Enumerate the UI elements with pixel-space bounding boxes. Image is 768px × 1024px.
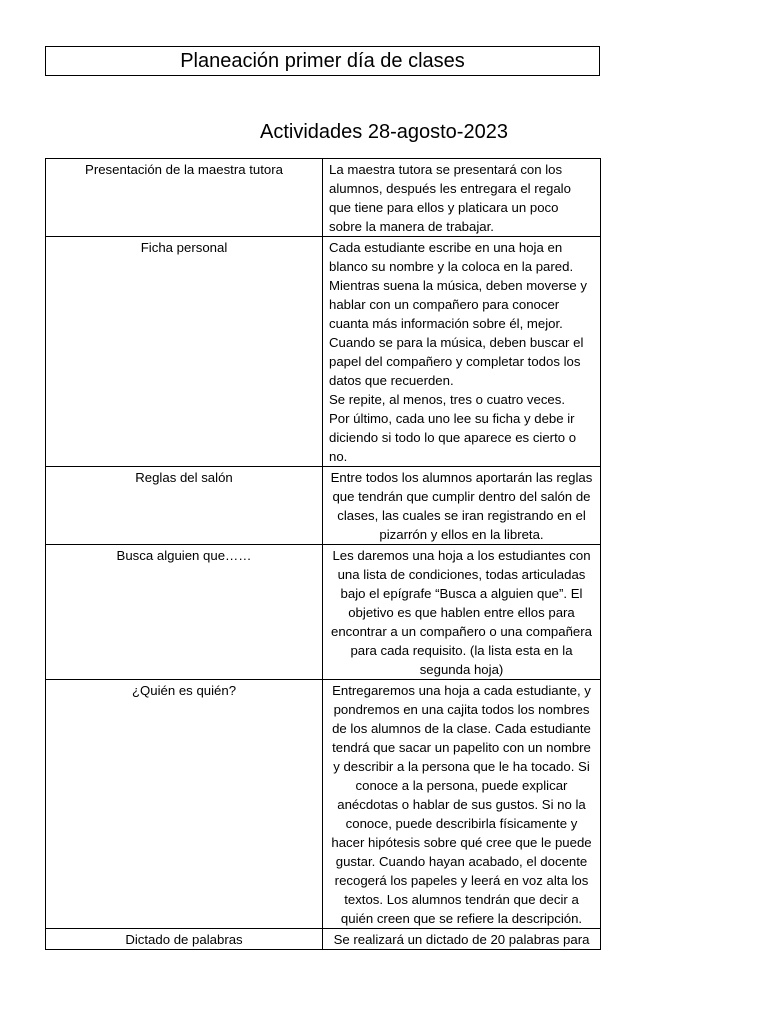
table-row (46, 929, 601, 950)
description-paragraph: Se realizará un dictado de 20 palabras para (333, 932, 590, 947)
activity-name: ¿Quién es quién? (46, 680, 323, 929)
activity-name: Ficha personal (46, 237, 323, 467)
activity-description (323, 237, 601, 467)
description-paragraph: Les daremos una hoja a los estudiantes con una lista de condiciones, todas articuladas bajo el epígrafe “Busca a alguien que”. El objetivo es que hablen entre ellos para encontrar a un compañero o una compañera para cada requisito. (la lista esta en la segunda hoja) (331, 548, 592, 677)
table-row (46, 467, 601, 545)
description-paragraph: Entre todos los alumnos aportarán las reglas que tendrán que cumplir dentro del salón de clases, las cuales se iran registrando en el pizarrón y ellos en la libreta. (330, 470, 593, 542)
table-row (46, 159, 601, 237)
activities-date-heading: Actividades 28-agosto-2023 (260, 121, 508, 143)
description-paragraph: Entregaremos una hoja a cada estudiante, y pondremos en una cajita todos los nombres de los alumnos de la clase. Cada estudiante tendrá que sacar un papelito con un nombre y describir a la persona que le ha tocado. Si conoce a la persona, puede explicar anécdotas o hablar de sus gustos. Si no la conoce, puede describirla físicamente y hacer hipótesis sobre qué cree que le puede gustar. Cuando hayan acabado, el docente recogerá los papeles y leerá en voz alta los textos. Los alumnos tendrán que decir a quién creen que se refiere la descripción. (331, 683, 592, 926)
document-subtitle (0, 118, 768, 146)
activity-description (323, 159, 601, 237)
activity-name: Busca alguien que…… (46, 545, 323, 680)
activity-name: Reglas del salón (46, 467, 323, 545)
activities-table (45, 158, 601, 950)
table-row (46, 680, 601, 929)
description-paragraph: Por último, cada uno lee su ficha y debe ir diciendo si todo lo que aparece es cierto o no. (329, 411, 577, 464)
document-title: Planeación primer día de clases (45, 46, 600, 76)
table-row (46, 237, 601, 467)
description-paragraph: Cada estudiante escribe en una hoja en blanco su nombre y la coloca en la pared. Mientras suena la música, deben moverse y hablar con un compañero para conocer cuanta más información sobre él, mejor. Cuando se para la música, deben buscar el papel del compañero y completar todos los datos que recuerden. (329, 240, 588, 388)
activity-description (323, 545, 601, 680)
activity-description (323, 467, 601, 545)
activity-description (323, 680, 601, 929)
table-row (46, 545, 601, 680)
activity-name: Dictado de palabras (46, 929, 323, 950)
activity-description (323, 929, 601, 950)
activity-name: Presentación de la maestra tutora (46, 159, 323, 237)
description-paragraph: La maestra tutora se presentará con los alumnos, después les entregara el regalo que tiene para ellos y platicara un poco sobre la manera de trabajar. (329, 162, 571, 234)
description-paragraph: Se repite, al menos, tres o cuatro veces. (329, 392, 566, 407)
